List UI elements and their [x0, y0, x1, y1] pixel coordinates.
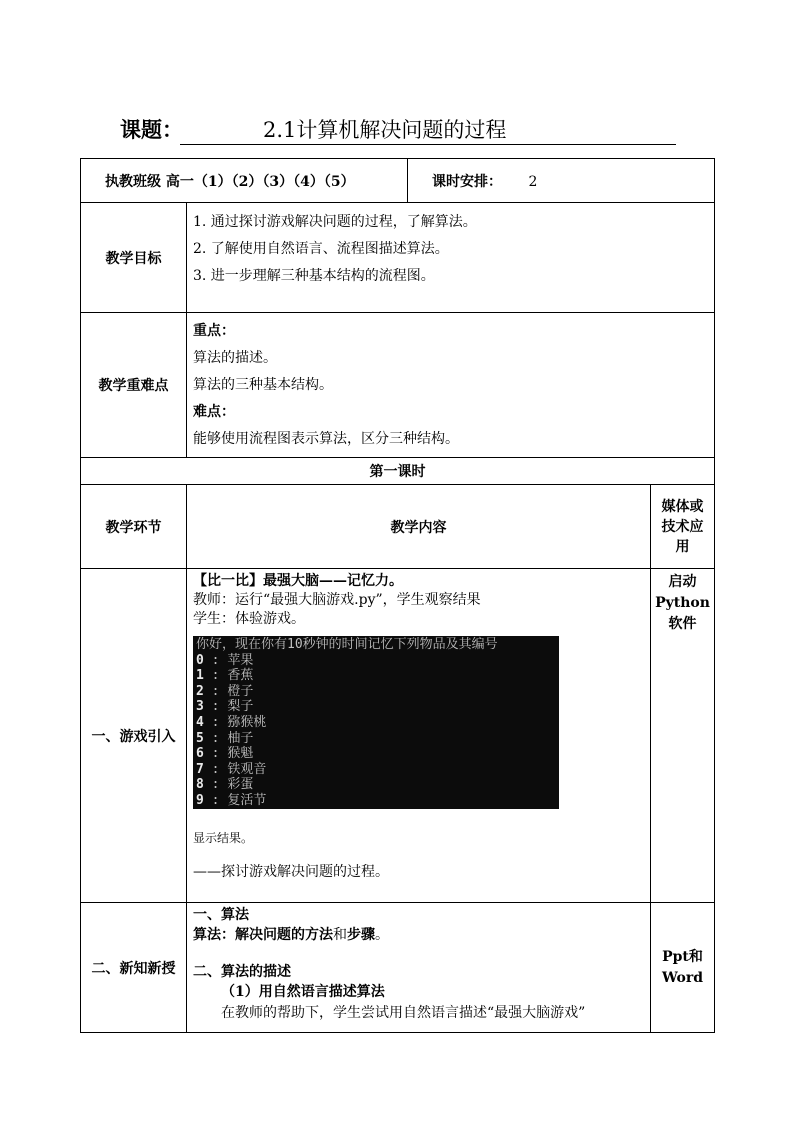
goals-row: [81, 203, 715, 313]
hours-value: 2: [528, 173, 538, 190]
section2-media-line: Ppt和: [662, 948, 703, 965]
console-line: [196, 731, 556, 747]
section1-row: [81, 569, 715, 903]
console-items: [196, 653, 556, 809]
key-title: 重点：: [193, 323, 235, 339]
goal-item: 2. 了解使用自然语言、流程图描述算法。: [193, 241, 449, 257]
console-item-value: 猕猴桃: [227, 714, 267, 730]
section1-media: [651, 569, 715, 903]
console-item-value: 柚子: [227, 730, 254, 746]
key-content: [187, 313, 715, 458]
lesson-title: [120, 114, 676, 144]
console-item-number: 9: [196, 792, 204, 808]
difficulty-title: 难点：: [193, 404, 235, 420]
section2-h2: 二、算法的描述: [193, 964, 291, 980]
console-item-value: 猴魁: [227, 746, 254, 762]
section1-media-line: 软件: [668, 616, 697, 632]
header-stage: 教学环节: [81, 485, 187, 569]
section1-media-line: 启动: [668, 574, 697, 590]
hours-label: 课时安排：: [432, 173, 502, 190]
console-line: [196, 715, 556, 731]
title-underline: [180, 144, 676, 145]
title-text: 2.1计算机解决问题的过程: [263, 118, 507, 142]
definition-and: 和: [333, 927, 347, 943]
section2-media-line: Word: [661, 969, 704, 986]
console-item-number: 1: [196, 668, 204, 684]
console-separator: :: [203, 761, 228, 777]
console-item-number: 6: [196, 746, 204, 762]
console-item-value: 铁观音: [227, 761, 267, 777]
console-line: [196, 746, 556, 762]
key-row: [81, 313, 715, 458]
section2-h3: （1）用自然语言描述算法: [221, 984, 385, 1000]
console-separator: :: [203, 699, 228, 715]
console-line: [196, 699, 556, 715]
definition-method: 方法: [305, 927, 333, 943]
console-item-value: 彩蛋: [227, 777, 254, 793]
console-separator: :: [203, 683, 228, 699]
section1-student: 学生：体验游戏。: [193, 611, 305, 627]
header-media: [651, 485, 715, 569]
section1-teacher: 教师：运行“最强大脑游戏.py”，学生观察结果: [193, 592, 481, 608]
console-item-number: 4: [196, 714, 204, 730]
lesson-plan-table: [80, 158, 715, 1033]
console-item-number: 2: [196, 683, 204, 699]
header-media-line: 媒体或: [661, 498, 704, 515]
section1-show: 显示结果。: [193, 831, 254, 845]
key-label: 教学重难点: [81, 313, 187, 458]
goal-item: 3. 进一步理解三种基本结构的流程图。: [193, 268, 435, 284]
section2-media: [651, 903, 715, 1033]
class-label: 执教班级: [105, 173, 161, 190]
difficulty-item: 能够使用流程图表示算法，区分三种结构。: [193, 431, 459, 447]
title-label: 课题：: [120, 117, 183, 142]
goal-item: 1. 通过探讨游戏解决问题的过程，了解算法。: [193, 214, 477, 230]
console-line: [196, 777, 556, 793]
header-row: [81, 485, 715, 569]
section1-heading: 【比一比】最强大脑——记忆力。: [193, 573, 403, 589]
console-line: [196, 653, 556, 669]
section2-label: 二、新知新授: [81, 903, 187, 1033]
console-line: [196, 762, 556, 778]
console-item-number: 0: [196, 652, 204, 668]
section1-label: 一、游戏引入: [81, 569, 187, 903]
definition-end: 。: [375, 927, 389, 943]
console-item-value: 苹果: [227, 652, 254, 668]
console-item-value: 橙子: [227, 683, 254, 699]
console-item-number: 5: [196, 730, 204, 746]
console-screenshot: [193, 636, 559, 809]
console-separator: :: [203, 792, 228, 808]
lesson-label: 第一课时: [81, 458, 715, 485]
console-separator: :: [203, 746, 228, 762]
console-separator: :: [203, 730, 228, 746]
console-item-number: 7: [196, 761, 204, 777]
console-item-value: 梨子: [227, 699, 254, 715]
key-item: 算法的描述。: [193, 350, 277, 366]
console-separator: :: [203, 652, 228, 668]
section2-content: [187, 903, 651, 1033]
class-value: 高一（1）（2）（3）（4）（5）: [165, 173, 355, 190]
key-item: 算法的三种基本结构。: [193, 377, 333, 393]
goals-label: 教学目标: [81, 203, 187, 313]
lesson-row: [81, 458, 715, 485]
console-item-number: 3: [196, 699, 204, 715]
console-item-number: 8: [196, 777, 204, 793]
console-line: [196, 793, 556, 809]
section1-media-line: Python: [655, 595, 710, 611]
section1-content: [187, 569, 651, 903]
section2-definition: [193, 925, 644, 945]
header-media-line: 技术应: [661, 518, 704, 535]
console-separator: :: [203, 714, 228, 730]
hours-cell: [408, 159, 715, 203]
section1-explore: ——探讨游戏解决问题的过程。: [193, 864, 389, 880]
console-line: [196, 684, 556, 700]
class-row: [81, 159, 715, 203]
console-separator: :: [203, 777, 228, 793]
console-item-value: 复活节: [227, 792, 267, 808]
definition-steps: 步骤: [347, 927, 375, 943]
section2-paragraph: 在教师的帮助下，学生尝试用自然语言描述“最强大脑游戏”: [221, 1005, 586, 1021]
header-content: 教学内容: [187, 485, 651, 569]
section2-row: [81, 903, 715, 1033]
console-line: [196, 668, 556, 684]
section2-h1: 一、算法: [193, 907, 249, 923]
class-cell: [81, 159, 408, 203]
console-separator: :: [203, 668, 228, 684]
header-media-line: 用: [675, 538, 690, 555]
console-prompt: 你好，现在你有10秒钟的时间记忆下列物品及其编号: [196, 637, 498, 652]
goals-content: [187, 203, 715, 313]
definition-prefix: 算法：解决问题的: [193, 927, 305, 943]
console-item-value: 香蕉: [227, 668, 254, 684]
